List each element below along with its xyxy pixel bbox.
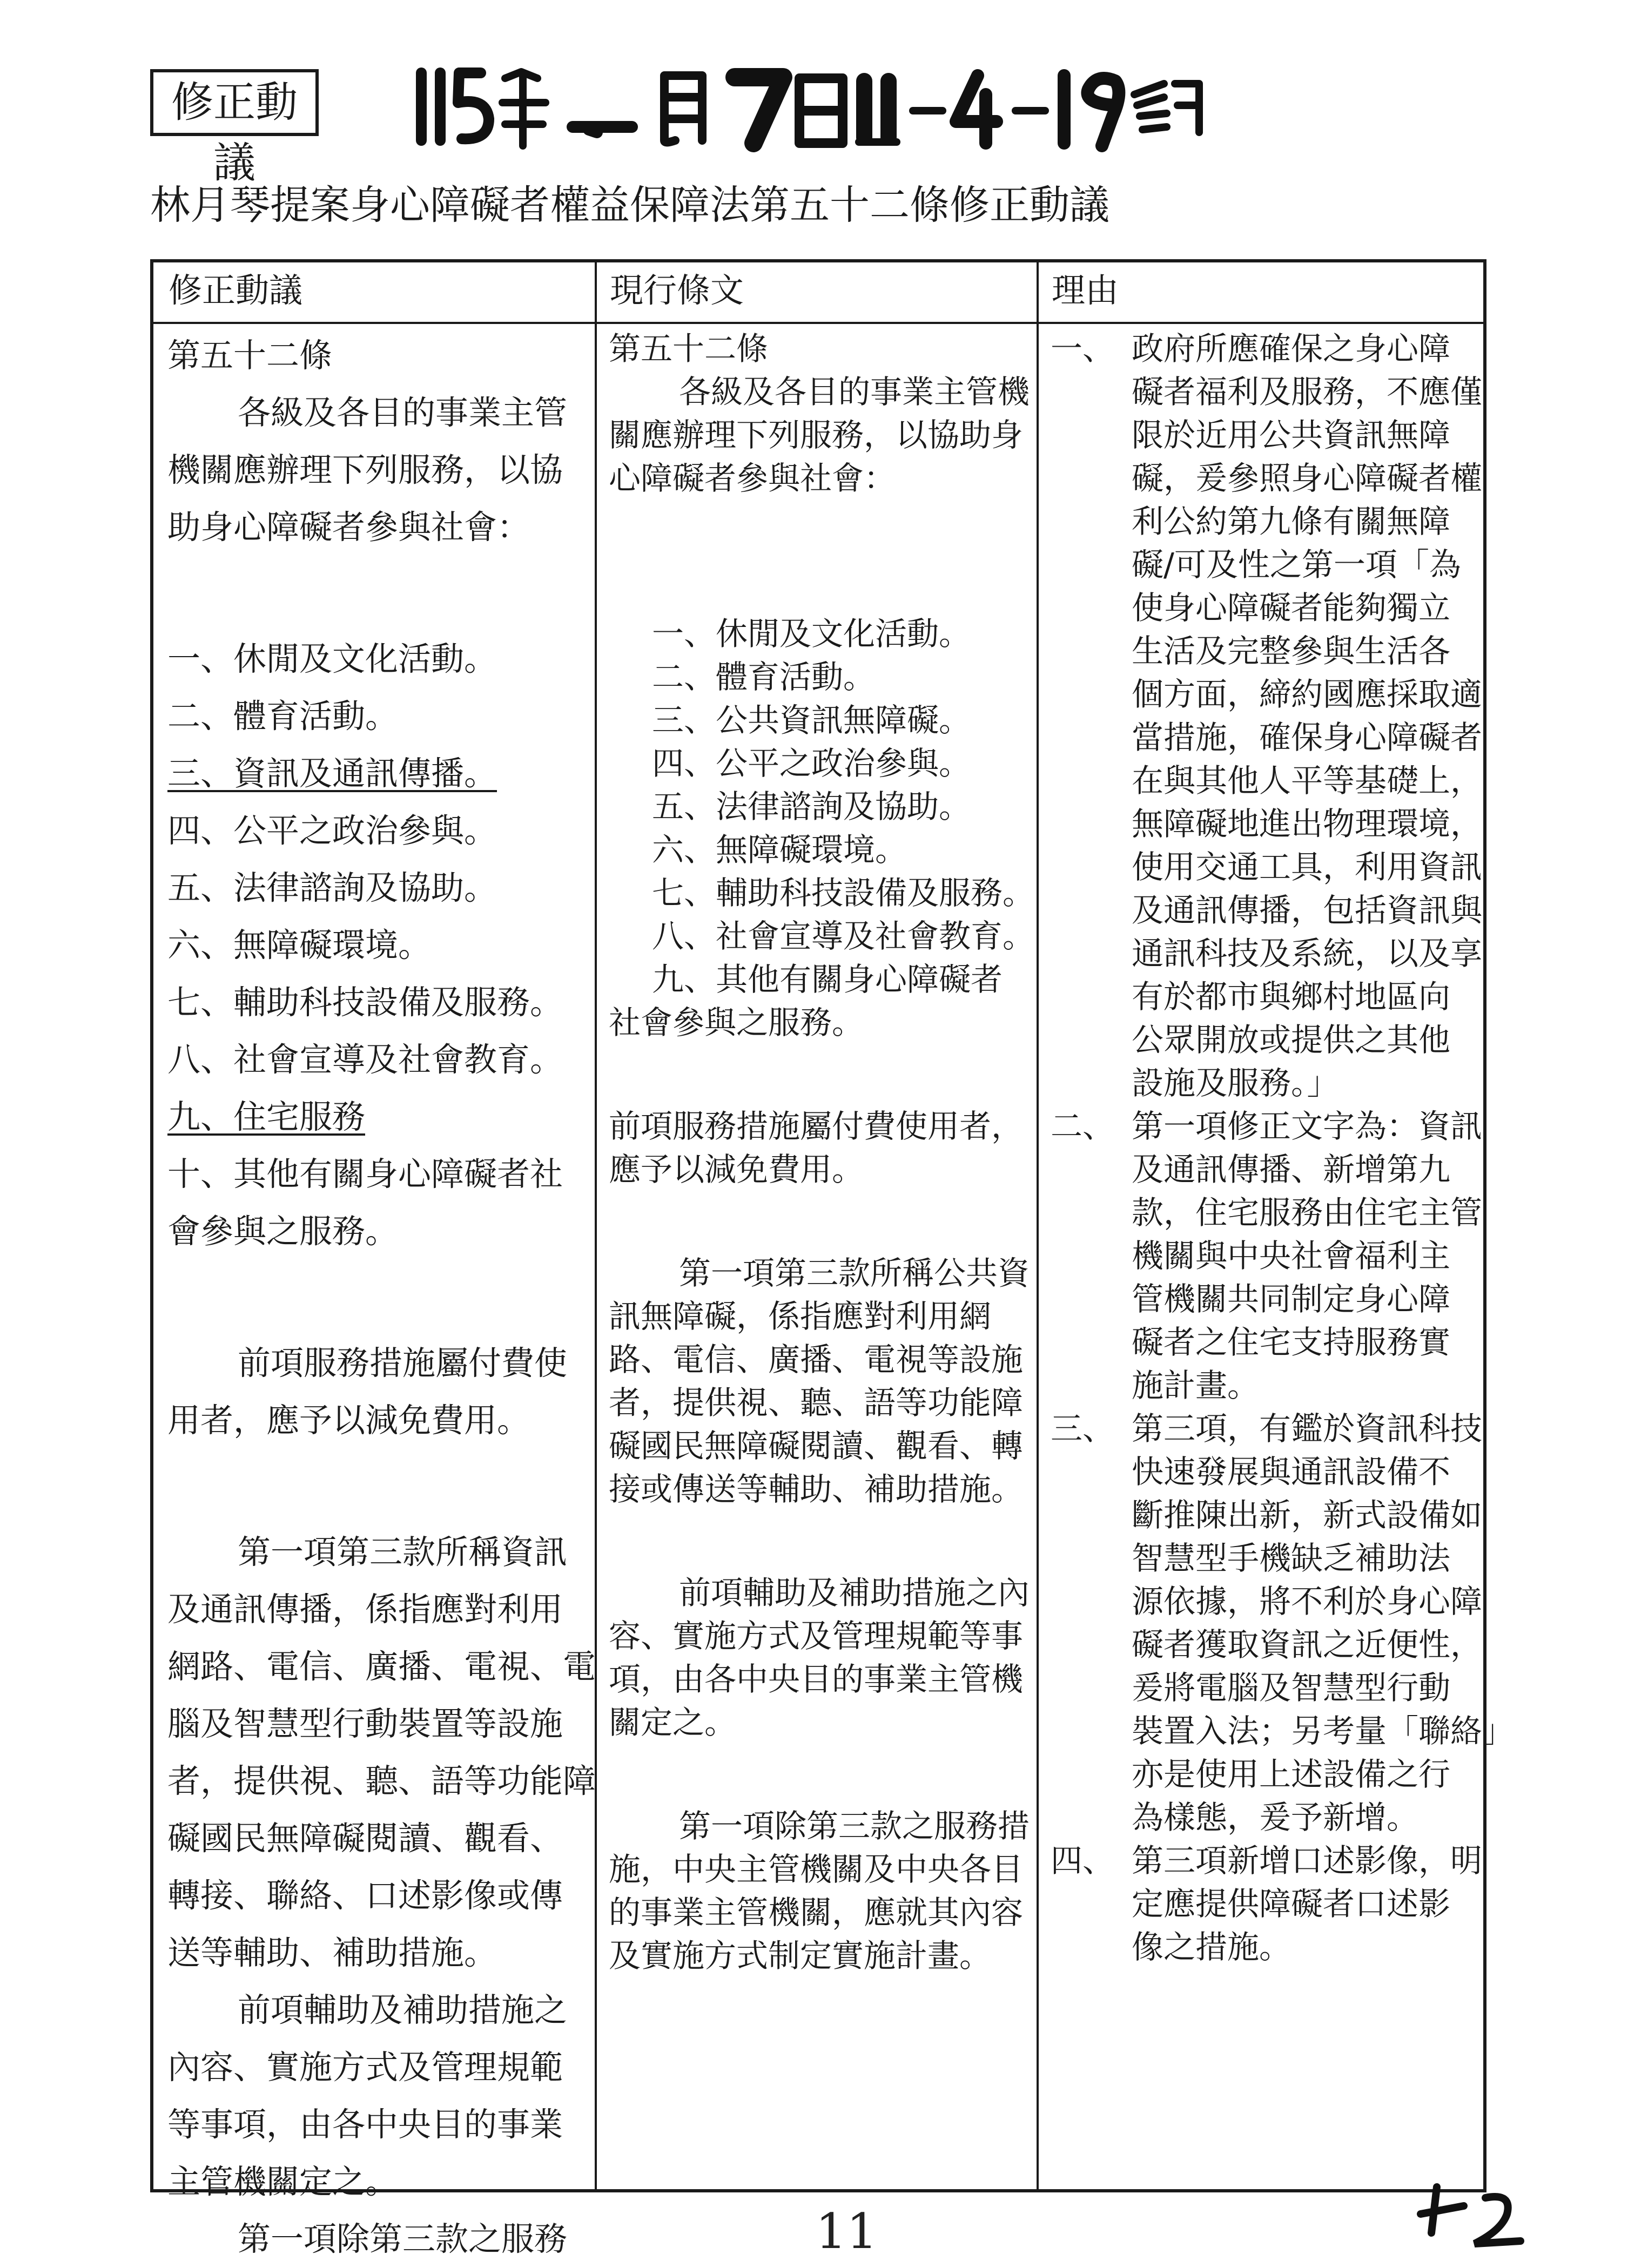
current-law-line: 三、公共資訊無障礙。 — [652, 701, 971, 739]
reason-item — [1051, 1105, 1483, 1407]
blank-line — [609, 1753, 1026, 1796]
reason-line: 礙者福利及服務，不應僅 — [1132, 373, 1483, 410]
column-header-reasons: 理由 — [1052, 271, 1119, 310]
reason-line: 機關與中央社會福利主 — [1132, 1237, 1451, 1274]
reason-line: 無障礙地進出物理環境， — [1132, 805, 1483, 842]
reason-number: 一、 — [1051, 330, 1115, 367]
reason-line: 裝置入法；另考量「聯絡」 — [1132, 1712, 1515, 1750]
motion-label-box: 修正動議 — [150, 69, 319, 136]
current-law-line: 施，中央主管機關及中央各目 — [609, 1851, 1024, 1888]
reason-line: 為樣態，爰予新增。 — [1132, 1799, 1419, 1836]
blank-line — [609, 561, 1026, 604]
amendment-line: 機關應辦理下列服務，以協 — [167, 451, 563, 489]
reason-line: 礙/可及性之第一項「為 — [1132, 546, 1461, 583]
amendment-line: 前項輔助及補助措施之 — [238, 1991, 568, 2029]
current-law-line: 礙國民無障礙閱讀、觀看、轉 — [609, 1427, 1024, 1464]
reason-item — [1051, 1839, 1483, 1969]
current-law-line: 訊無障礙，係指應對利用網 — [609, 1298, 992, 1335]
reason-line: 爰將電腦及智慧型行動 — [1132, 1669, 1451, 1706]
reason-line: 亦是使用上述設備之行 — [1132, 1756, 1451, 1793]
reason-line: 像之措施。 — [1132, 1928, 1292, 1966]
amendment-line: 等事項，由各中央目的事業 — [167, 2105, 563, 2144]
reason-line: 公眾開放或提供之其他 — [1132, 1021, 1451, 1058]
amendment-line: 助身心障礙者參與社會： — [167, 508, 530, 546]
reason-line: 生活及完整參與生活各 — [1132, 632, 1451, 670]
handwritten-page-fraction — [1404, 2182, 1529, 2252]
current-law-line: 第五十二條 — [609, 330, 769, 367]
reason-number: 二、 — [1051, 1108, 1115, 1145]
amendment-line: 者，提供視、聽、語等功能障 — [167, 1762, 596, 1800]
current-law-line: 五、法律諮詢及協助。 — [652, 788, 971, 825]
reason-text — [1132, 327, 1482, 1105]
amendment-line: 網路、電信、廣播、電視、電 — [167, 1648, 596, 1686]
current-law-line: 的事業主管機關，應就其內容 — [609, 1894, 1024, 1931]
reason-line: 定應提供障礙者口述影 — [1132, 1885, 1451, 1922]
reason-line: 有於都市與鄉村地區向 — [1132, 978, 1451, 1015]
reason-line: 礙，爰參照身心障礙者權 — [1132, 460, 1483, 497]
blank-line — [609, 509, 1026, 552]
current-law-line: 一、休閒及文化活動。 — [652, 615, 971, 652]
current-law-line: 前項輔助及補助措施之內 — [679, 1574, 1030, 1611]
amendment-line: 第一項除第三款之服務 — [238, 2220, 568, 2258]
reason-number: 四、 — [1051, 1842, 1115, 1879]
reason-line: 款，住宅服務由住宅主管 — [1132, 1194, 1483, 1231]
current-law-line: 第一項除第三款之服務措 — [679, 1807, 1030, 1845]
reason-line: 管機關共同制定身心障 — [1132, 1280, 1451, 1318]
current-law-line: 及實施方式制定實施計畫。 — [609, 1937, 992, 1974]
amendment-line: 轉接、聯絡、口述影像或傳 — [167, 1877, 563, 1915]
reason-line: 快速發展與通訊設備不 — [1132, 1453, 1451, 1490]
column-header-amendment: 修正動議 — [169, 271, 303, 310]
column-reasons — [1037, 262, 1515, 2189]
amendment-line: 四、公平之政治參與。 — [167, 812, 497, 850]
amendment-line: 及通訊傳播，係指應對利用 — [167, 1590, 563, 1629]
amendment-line: 六、無障礙環境。 — [167, 926, 432, 964]
current-law-line: 七、輔助科技設備及服務。 — [652, 874, 1035, 912]
amendment-line: 第一項第三款所稱資訊 — [238, 1533, 568, 1571]
reason-line: 在與其他人平等基礎上， — [1132, 762, 1483, 799]
amendment-line: 二、體育活動。 — [167, 697, 399, 735]
column-current — [595, 262, 1037, 2189]
amendment-line: 內容、實施方式及管理規範 — [167, 2048, 563, 2087]
amendment-line: 十、其他有關身心障礙者社 — [167, 1155, 563, 1193]
handwritten-date-stamp — [411, 51, 1205, 159]
blank-line — [167, 1458, 584, 1515]
amendment-line: 一、休閒及文化活動。 — [167, 640, 497, 678]
current-law-line: 者，提供視、聽、語等功能障 — [609, 1384, 1024, 1421]
reason-line: 限於近用公共資訊無障 — [1132, 416, 1451, 454]
reason-item — [1051, 327, 1483, 1105]
amendment-line: 九、住宅服務 — [167, 1098, 366, 1136]
current-law-line: 接或傳送等輔助、補助措施。 — [609, 1470, 1024, 1508]
current-law-line: 第一項第三款所稱公共資 — [679, 1254, 1030, 1292]
reason-line: 礙者之住宅支持服務實 — [1132, 1324, 1451, 1361]
reason-line: 使用交通工具，利用資訊 — [1132, 848, 1483, 886]
current-law-line: 社會參與之服務。 — [609, 1004, 864, 1041]
reason-line: 斷推陳出新，新式設備如 — [1132, 1496, 1483, 1534]
amendment-line: 第五十二條 — [167, 336, 333, 375]
reason-line: 設施及服務。」 — [1132, 1064, 1339, 1102]
reason-text — [1132, 1407, 1514, 1839]
page-number: 11 — [816, 2203, 878, 2260]
current-law-line: 前項服務措施屬付費使用者， — [609, 1108, 1024, 1145]
amendment-text — [153, 322, 595, 2268]
reason-line: 第一項修正文字為：資訊 — [1132, 1108, 1483, 1145]
current-law-line: 應予以減免費用。 — [609, 1151, 864, 1188]
blank-line — [609, 1053, 1026, 1096]
current-law-line: 項，由各中央目的事業主管機 — [609, 1660, 1024, 1698]
reason-line: 第三項，有鑑於資訊科技 — [1132, 1410, 1483, 1447]
amendment-line: 送等輔助、補助措施。 — [167, 1934, 497, 1972]
reason-line: 利公約第九條有關無障 — [1132, 503, 1451, 540]
blank-line — [609, 1520, 1026, 1563]
current-law-line: 九、其他有關身心障礙者 — [652, 961, 1003, 998]
reason-line: 源依據，將不利於身心障 — [1132, 1583, 1483, 1620]
blank-line — [609, 1200, 1026, 1243]
current-law-line: 關應辦理下列服務，以協助身 — [609, 416, 1024, 454]
amendment-line: 前項服務措施屬付費使 — [238, 1344, 568, 1382]
reason-line: 及通訊傳播，包括資訊與 — [1132, 892, 1483, 929]
amendment-line: 腦及智慧型行動裝置等設施 — [167, 1705, 563, 1743]
amendment-line: 用者，應予以減免費用。 — [167, 1401, 530, 1440]
reason-line: 及通訊傳播、新增第九 — [1132, 1151, 1451, 1188]
reason-line: 施計畫。 — [1132, 1367, 1260, 1404]
current-law-line: 八、社會宣導及社會教育。 — [652, 917, 1035, 955]
current-law-line: 心障礙者參與社會： — [609, 460, 896, 497]
amendment-line: 各級及各目的事業主管 — [238, 394, 568, 432]
amendment-line: 礙國民無障礙閱讀、觀看、 — [167, 1819, 563, 1858]
amendment-line: 主管機關定之。 — [167, 2163, 399, 2201]
current-law-line: 容、實施方式及管理規範等事 — [609, 1617, 1024, 1655]
current-law-line: 四、公平之政治參與。 — [652, 745, 971, 782]
reason-text — [1132, 1839, 1482, 1969]
current-text — [595, 322, 1037, 1977]
reason-number: 三、 — [1051, 1410, 1115, 1447]
reason-line: 礙者獲取資訊之近便性， — [1132, 1626, 1483, 1663]
reason-line: 智慧型手機缺乏補助法 — [1132, 1540, 1451, 1577]
reason-line: 使身心障礙者能夠獨立 — [1132, 589, 1451, 626]
column-header-current: 現行條文 — [610, 271, 744, 310]
current-law-line: 六、無障礙環境。 — [652, 831, 907, 868]
reason-line: 政府所應確保之身心障 — [1132, 330, 1451, 367]
current-law-line: 路、電信、廣播、電視等設施 — [609, 1341, 1024, 1378]
blank-line — [167, 565, 584, 622]
amendment-line: 七、輔助科技設備及服務。 — [167, 983, 563, 1022]
reason-line: 第三項新增口述影像，明 — [1132, 1842, 1483, 1879]
current-law-line: 二、體育活動。 — [652, 658, 876, 696]
reason-line: 當措施，確保身心障礙者 — [1132, 719, 1483, 756]
blank-line — [167, 1269, 584, 1326]
amendment-line: 會參與之服務。 — [167, 1212, 399, 1251]
reason-line: 個方面，締約國應採取適 — [1132, 676, 1483, 713]
reason-line: 通訊科技及系統，以及享 — [1132, 935, 1483, 972]
reasons-text — [1037, 322, 1515, 1969]
amendment-line: 三、資訊及通訊傳播。 — [167, 754, 497, 793]
reason-item — [1051, 1407, 1515, 1839]
column-amendment — [153, 262, 596, 2258]
amendment-line: 八、社會宣導及社會教育。 — [167, 1041, 563, 1079]
amendment-line: 五、法律諮詢及協助。 — [167, 869, 497, 907]
document-title: 林月琴提案身心障礙者權益保障法第五十二條修正動議 — [150, 182, 1109, 228]
current-law-line: 各級及各目的事業主管機 — [679, 373, 1030, 410]
reason-text — [1132, 1105, 1482, 1407]
current-law-line: 關定之。 — [609, 1704, 737, 1741]
